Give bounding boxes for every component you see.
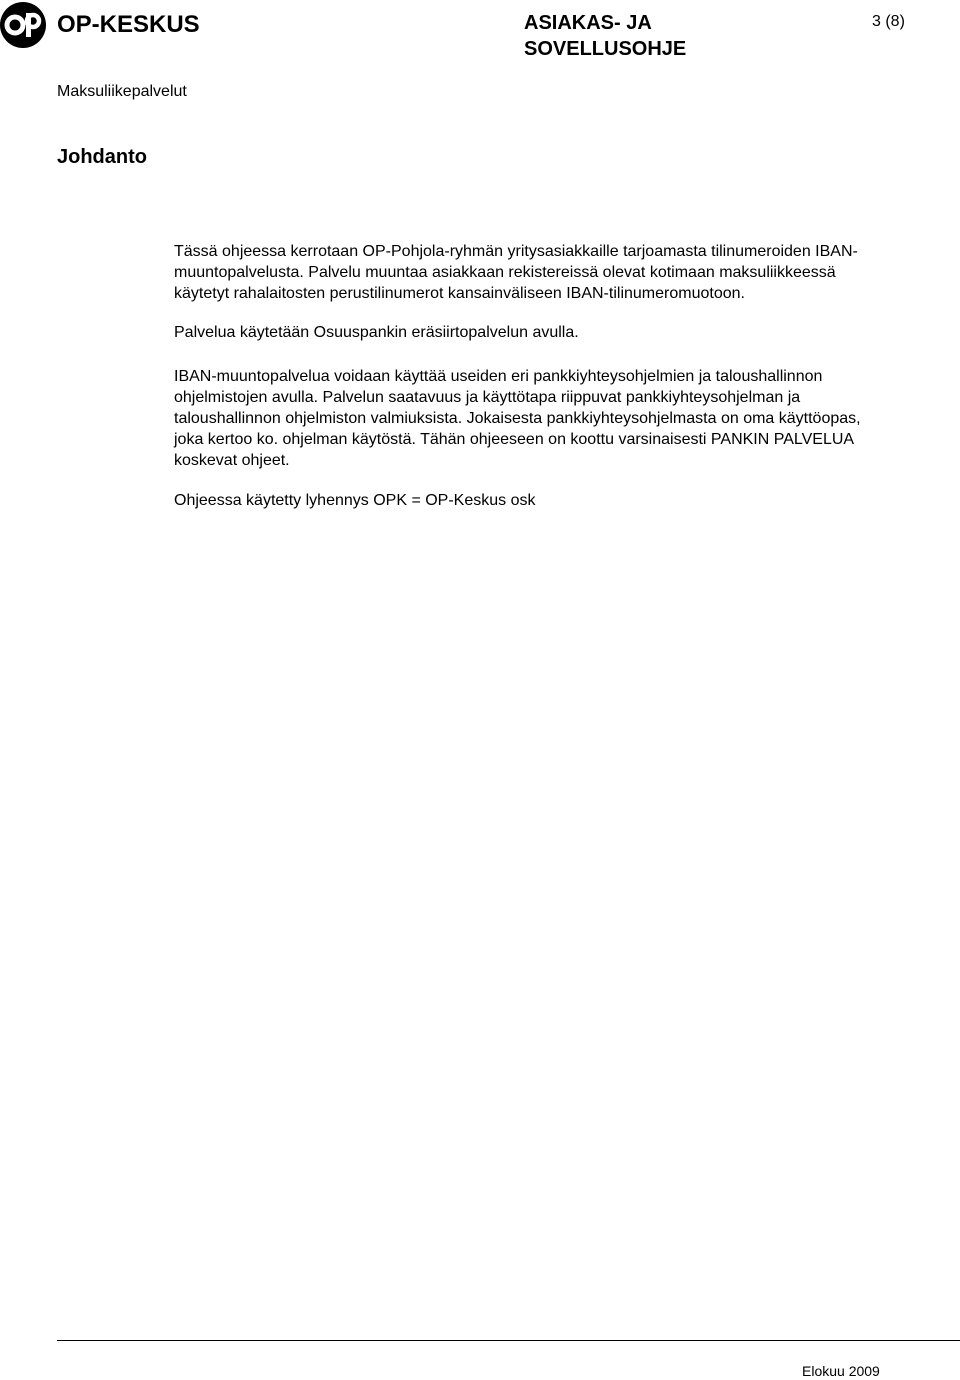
footer-date: Elokuu 2009 [802,1363,880,1379]
paragraph-usage [174,322,954,343]
paragraph-line: Ohjeessa käytetty lyhennys OPK = OP-Keskus osk [174,492,536,509]
paragraph-compatibility [174,366,954,471]
paragraph-line: koskevat ohjeet. [174,452,290,469]
brand-name: OP-KESKUS [57,11,200,38]
op-logo-icon [0,2,46,48]
paragraph-intro [174,241,954,304]
section-category: Maksuliikepalvelut [57,83,187,100]
paragraph-line: muuntopalvelusta. Palvelu muuntaa asiakkaan rekistereissä olevat kotimaan maksuliikkeessä [174,264,836,281]
paragraph-line: taloushallinnon ohjelmiston valmiuksista. Jokaisesta pankkiyhteysohjelmasta on oma käyttöopas, [174,410,861,427]
document-title [524,10,686,62]
paragraph-line: ohjelmistojen avulla. Palvelun saatavuus ja käyttötapa riippuvat pankkiyhteysohjelman ja [174,389,801,406]
paragraph-line: käytetyt rahalaitosten perustilinumerot kansainväliseen IBAN-tilinumeromuotoon. [174,285,745,302]
document-title-line: SOVELLUSOHJE [524,38,687,60]
paragraph-abbreviation [174,490,954,511]
document-title-line: ASIAKAS- JA [524,12,652,34]
paragraph-line: Tässä ohjeessa kerrotaan OP-Pohjola-ryhmän yritysasiakkaille tarjoamasta tilinumeroiden IBAN- [174,243,858,260]
section-heading: Johdanto [57,146,147,168]
paragraph-line: IBAN-muuntopalvelua voidaan käyttää useiden eri pankkiyhteysohjelmien ja taloushallinnon [174,368,823,385]
paragraph-line: Palvelua käytetään Osuuspankin eräsiirtopalvelun avulla. [174,324,579,341]
page-number: 3 (8) [872,13,905,30]
paragraph-line: joka kertoo ko. ohjelman käytöstä. Tähän ohjeeseen on koottu varsinaisesti PANKIN PALVELUA [174,431,855,448]
footer-divider [57,1340,960,1341]
